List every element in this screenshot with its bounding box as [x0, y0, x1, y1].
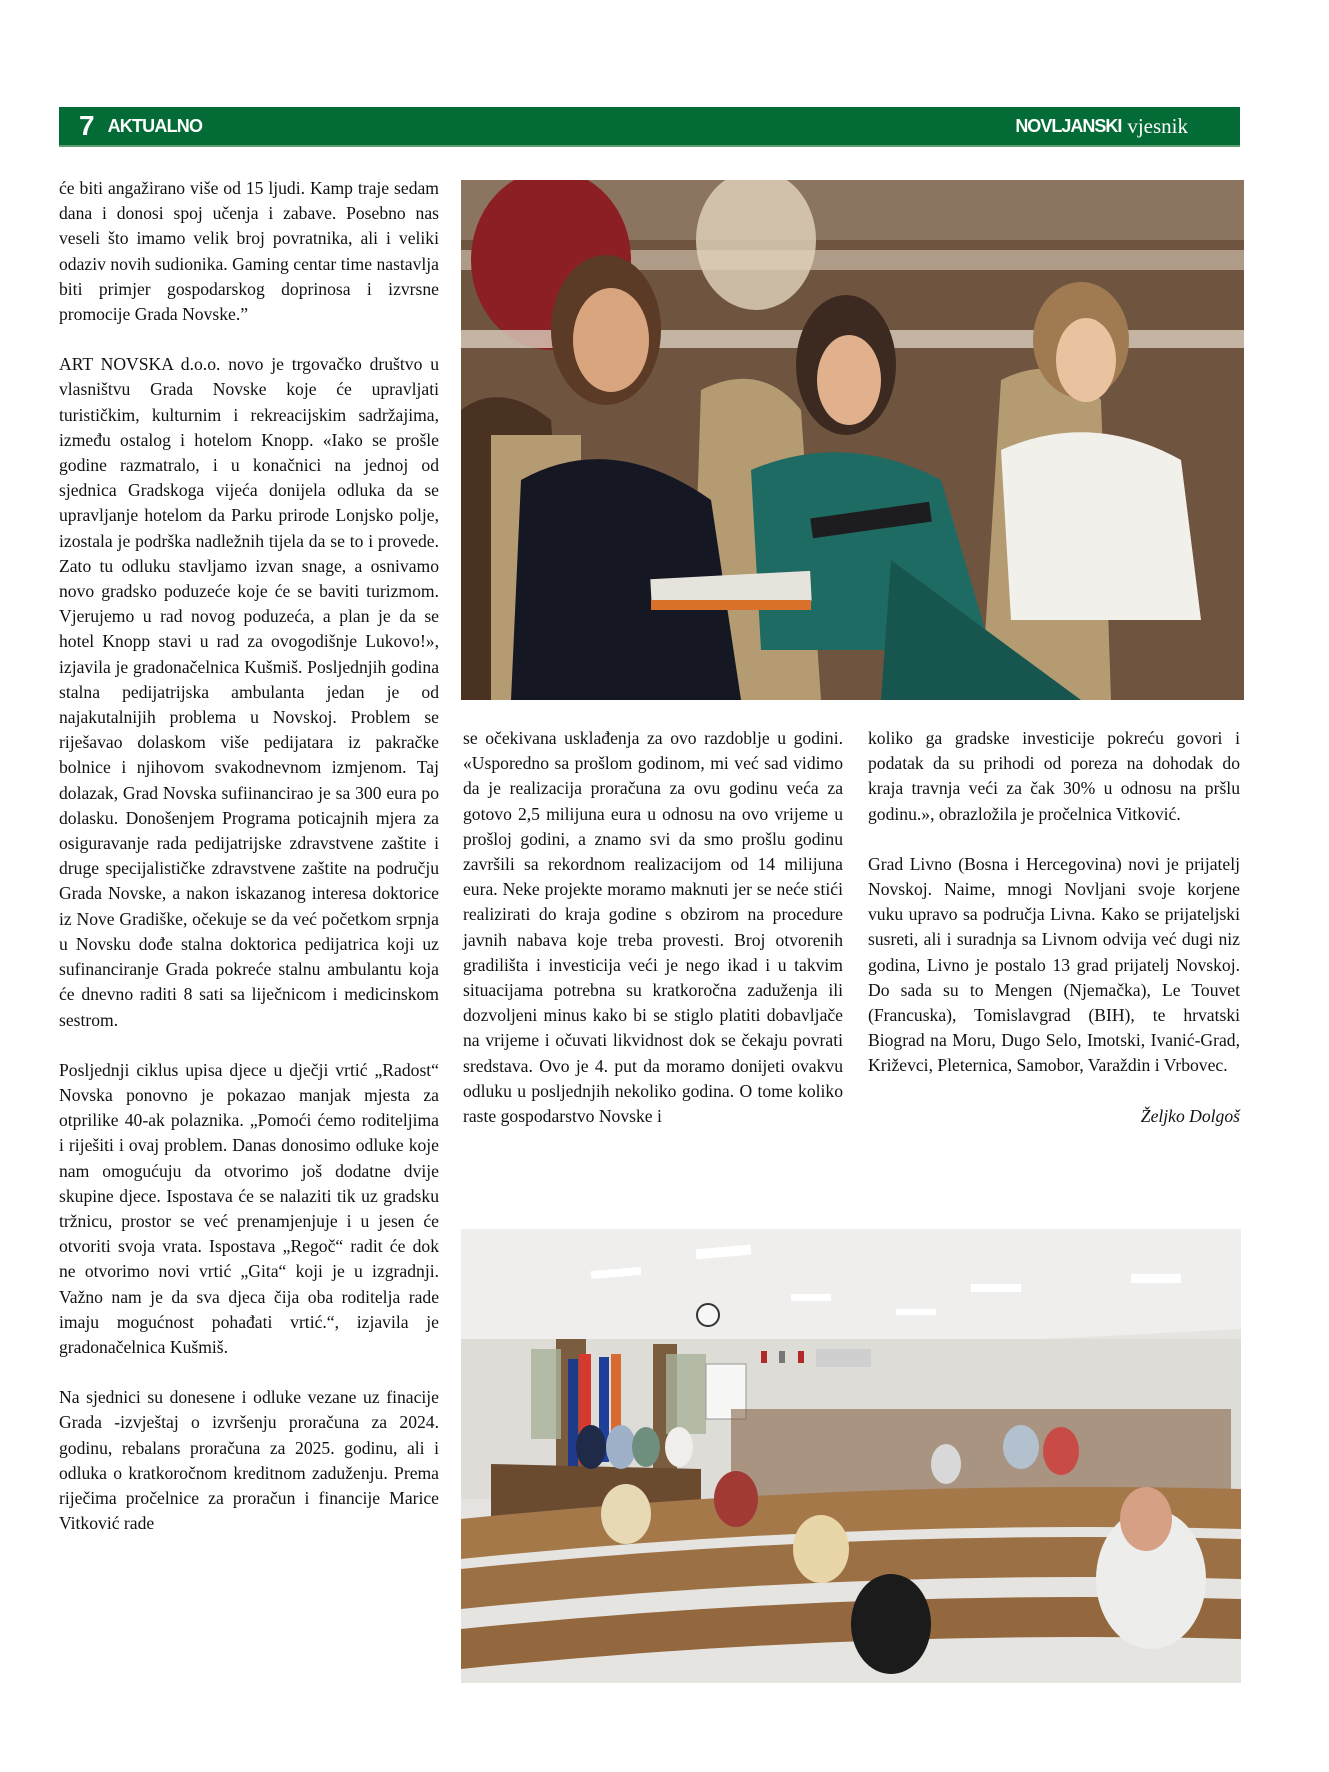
page-number: 7	[79, 110, 94, 141]
person-dark-hair	[851, 1574, 931, 1674]
article-column-1	[59, 176, 439, 1536]
publication-logo	[1015, 107, 1188, 145]
article-column-2	[463, 726, 843, 1129]
photo-illustration	[461, 1229, 1241, 1683]
publication-name-regular: vjesnik	[1127, 114, 1188, 138]
paragraph: koliko ga gradske investicije pokreću govori i podatak da su prihodi od poreza na dohodak do kraja travnja veći za čak 30% u odnosu na pršlu godinu.», obrazložila je pročelnica Vitković.	[868, 728, 1240, 824]
photo-council-members-seated	[461, 180, 1244, 700]
paragraph: Posljednji ciklus upisa djece u dječji vrtić „Radost“ Novska ponovno je pokazao manjak mjesta za otprilike 40-ak polaznika. „Pomoći ćemo roditeljima i riješiti i ovaj problem. Danas donosimo odluke koje nam omogućuju da otvorimo još dodatne dvije skupine djece. Ispostava će se nalaziti tik uz gradsku tržnicu, prostor se već prenamjenjuje i u jesen će otvoriti svoja vrata. Ispostava „Regoč“ radit će dok ne otvorimo novi vrtić „Gita“ koji je u izgradnji. Važno nam je da sva djeca čija oba roditelja rade imaju mogućnost pohađati vrtić.“, izjavila je gradonačelnica Kušmiš.	[59, 1059, 439, 1357]
article-author: Željko Dolgoš	[1140, 1105, 1240, 1126]
wall-clock	[697, 1304, 719, 1326]
paragraph: ART NOVSKA d.o.o. novo je trgovačko društvo u vlasništvu Grada Novske koje će upravljati turističkim, kulturnim i rekreacijskim sadržajima, između ostalog i hotelom Knopp. «Iako se prošle godine razmatralo, i u konačnici na jednoj od sjednica Gradskoga vijeća donijela odluka da se upravljanje hotelom da Parku prirode Lonjsko polje, izostala je podrška nadležnih tijela da se to i provede. Zato tu odluku stavljamo izvan snage, a osnivamo novo gradsko poduzeće koje će se baviti turizmom. Vjerujemo u rad novog poduzeća, a plan je da se hotel Knopp stavi u rad za ovogodišnje Lukovo!», izjavila je gradonačelnica Kušmiš. Posljednjih godina stalna pedijatrijska ambulanta jedan je od najakutalnijih problema u Novskoj. Problem se riješavao dolaskom više pedijatara iz pakračke bolnice i njihovom svakodnevnom izmjenom. Taj dolazak, Grad Novska sufiinancirao je sa 300 eura po dolasku. Donošenjem Programa poticajnih mjera za osiguravanje rada pedijatrijske zdravstvene zaštite i druge specijalističke zdravstvene zaštite na području Grada Novske, a nakon iskazanog interesa doktorice iz Nove Gradiške, očekuje se da već početkom srpnja u Novsku dođe stalna doktorica pedijatrica koji uz sufinanciranje Grada pokreće stalnu ambulantu koja će dnevno raditi 8 sati sa liječnicom i medicinskom sestrom.	[59, 354, 439, 1030]
paragraph: Grad Livno (Bosna i Hercegovina) novi je prijatelj Novskoj. Naime, mnogi Novljani svoje korjene vuku upravo sa područja Livna. Kako se prijateljski susreti, ali i suradnja sa Livnom odvija već dugi niz godina, Livno je postalo 13 grad prijatelj Novskoj. Do sada su to Mengen (Njemačka), Le Touvet (Francuska), Tomislavgrad (BIH), te hrvatski Biograd na Moru, Dugo Selo, Imotski, Ivanić-Grad, Križevci, Pleternica, Samobor, Varaždin i Vrbovec.	[868, 853, 1240, 1076]
paragraph: će biti angažirano više od 15 ljudi. Kamp traje sedam dana i donosi spoj učenja i zabave. Posebno nas veseli što imamo velik broj povratnika, ali i veliki odaziv novih sudionika. Gaming centar time nastavlja biti primjer gospodarskog doprinosa i izvrsne promocije Grada Novske.”	[59, 178, 439, 325]
section-title: AKTUALNO	[107, 116, 203, 136]
page-header-bar	[59, 107, 1240, 147]
photo-council-session-hall	[461, 1229, 1241, 1683]
flag-eu	[568, 1359, 578, 1479]
paragraph: Na sjednici su donesene i odluke vezane uz finacije Grada -izvještaj o izvršenju proračuna za 2024. godinu, rebalans proračuna za 2025. godinu, ali i odluka o kratkoročnom kreditnom zaduženju. Prema riječima pročelnice za proračun i financije Marice Vitković rade	[59, 1387, 439, 1534]
woman-white-blouse	[1001, 432, 1201, 620]
photo-illustration	[461, 180, 1244, 700]
paragraph: se očekivana usklađenja za ovo razdoblje u godini. «Usporedno sa prošlom godinom, mi već sad vidimo da je realizacija proračuna za ovu godinu veća za gotovo 2,5 milijuna eura u odnosu na ovo vrijeme u prošloj godini, a znamo svi da smo prošlu godinu završili sa rekordnom realizacijom od 14 milijuna eura. Neke projekte moramo maknuti jer se neće stići realizirati do kraja godine s obzirom na procedure javnih nabava koje treba provesti. Broj otvorenih gradilišta i investicija veći je nego ikad i u takvim situacijama potrebna su kratkoročna zaduženja ili dozvoljeni minus kako bi se stiglo platiti dobavljače na vrijeme i očuvati likvidnost dok se čekaju povrati sredstava. Ovo je 4. put da moramo donijeti ovakvu odluku u posljednjih nekoliko godina. O tome koliko raste gospodarstvo Novske i	[463, 728, 843, 1127]
article-column-3	[868, 726, 1240, 1129]
header-left-group	[79, 107, 202, 145]
publication-name-bold: NOVLJANSKI	[1015, 116, 1122, 136]
